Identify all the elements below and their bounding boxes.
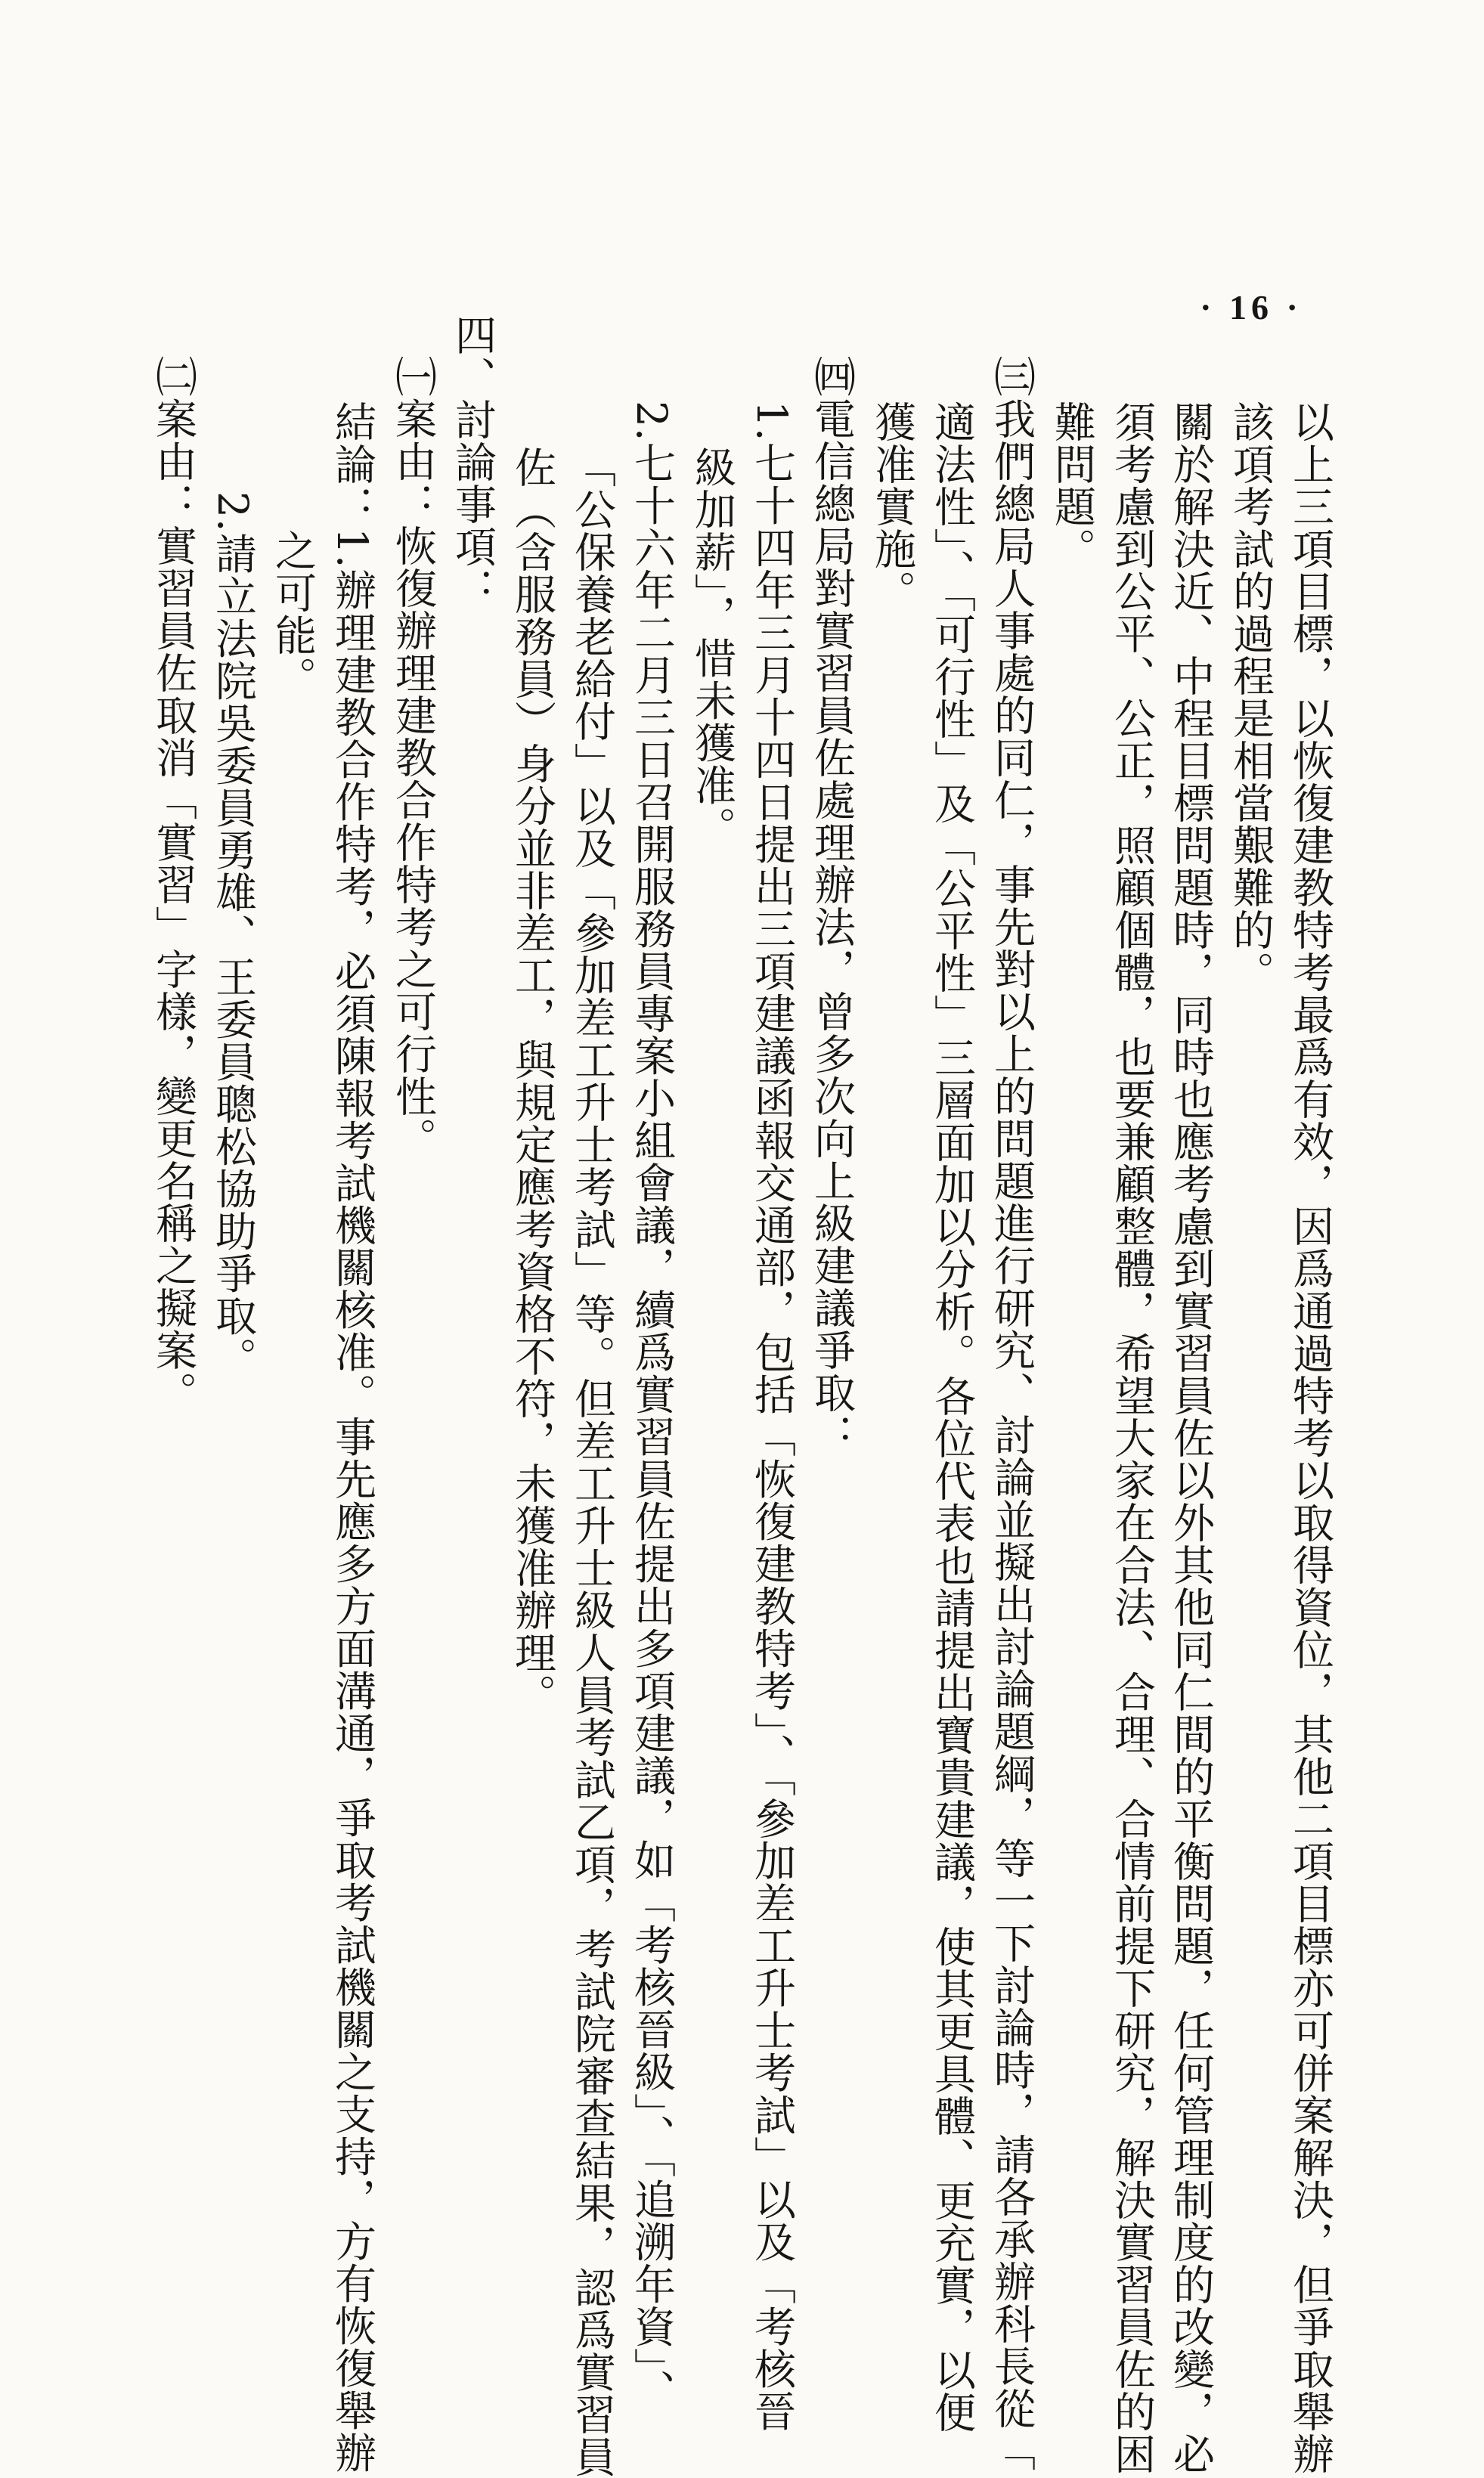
text-column-11: 級加薪」，惜未獲准。 xyxy=(688,446,736,849)
text-column-10: 1.七十四年三月十四日提出三項建議函報交通部，包括「恢復建教特考」、「參加差工升士考試」以及「考核晉 xyxy=(748,401,796,2433)
text-column-6: ㈢我們總局人事處的同仁，事先對以上的問題進行研究、討論並擬出討論題綱，等一下討論時，請各承辦科長從「 xyxy=(987,355,1036,2472)
text-column-4: 須考慮到公平、公正，照顧個體，也要兼顧整體，希望大家在合法、合理、合情前提下研究，解決實習員佐的困 xyxy=(1108,401,1156,2475)
text-column-8: 獲准實施。 xyxy=(868,401,916,612)
text-column-18: 之可能。 xyxy=(268,529,317,698)
text-column-20: ㈡案由：實習員佐取消「實習」字樣，變更名稱之擬案。 xyxy=(149,355,197,1414)
text-column-2: 該項考試的過程是相當艱難的。 xyxy=(1226,401,1275,993)
text-column-19: 2.請立法院吳委員勇雄、王委員聰松協助爭取。 xyxy=(209,491,257,1380)
text-column-7: 適法性」、「可行性」及「公平性」三層面加以分析。各位代表也請提出寶貴建議，使其更具體、更充實，以便 xyxy=(928,401,976,2433)
text-column-1: 以上三項目標，以恢復建教特考最爲有效，因爲通過特考以取得資位，其他二項目標亦可併案解決，但爭取舉辦 xyxy=(1286,401,1334,2475)
text-column-3: 關於解決近、中程目標問題時，同時也應考慮到實習員佐以外其他同仁間的平衡問題，任何管理制度的改變，必 xyxy=(1166,401,1215,2475)
text-column-15: 四、討論事項： xyxy=(448,314,497,610)
text-column-14: 佐（含服務員）身分並非差工，與規定應考資格不符，未獲准辦理。 xyxy=(508,446,556,1716)
text-column-17: 結論：1.辦理建教合作特考，必須陳報考試機關核准。事先應多方面溝通，爭取考試機關之支持，方有恢復舉辦 xyxy=(328,401,376,2474)
text-column-9: ㈣電信總局對實習員佐處理辦法，曾多次向上級建議爭取： xyxy=(807,355,856,1456)
text-column-12: 2.七十六年二月三日召開服務員專案小組會議，續爲實習員佐提出多項建議，如「考核晉級」、「追溯年資」、 xyxy=(627,401,676,2411)
text-column-16: ㈠案由：恢復辦理建教合作特考之可行性。 xyxy=(389,355,437,1160)
text-column-13: 「公保養老給付」以及「參加差工升士考試」等。但差工升士級人員考試乙項，考試院審查結果，認爲實習員 xyxy=(568,446,616,2478)
page-number: · 16 · xyxy=(1200,288,1303,327)
text-column-5: 難問題。 xyxy=(1048,401,1096,570)
